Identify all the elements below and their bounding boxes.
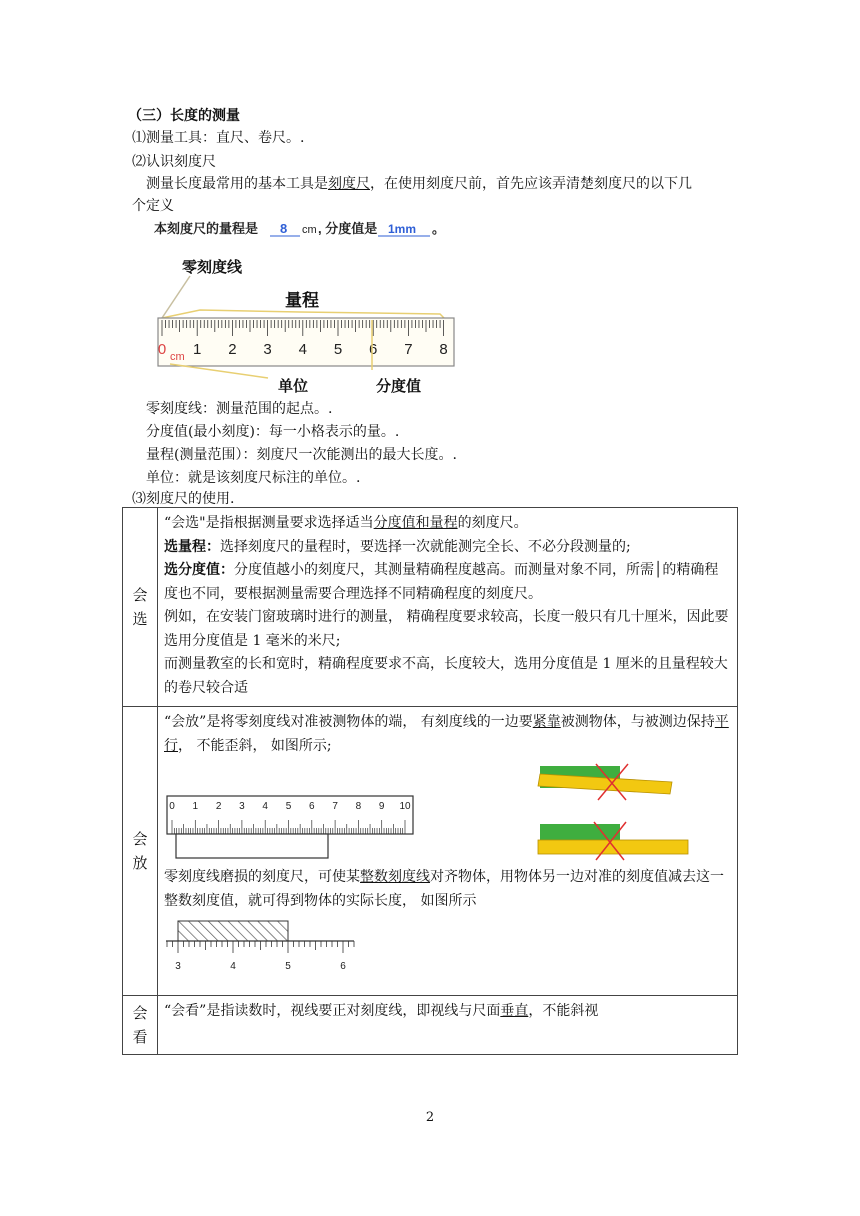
place-p1-c: ， 不能歪斜， 如图所示; [178, 737, 332, 754]
ruler-number: 2 [215, 801, 222, 812]
choose-p4: 例如，在安装门窗玻璃时进行的测量， 精确程度要求较高，长度一般只有几十厘米，因此要选用分度值是 1 毫米的米尺; [164, 609, 729, 649]
choose-p1 [164, 512, 731, 536]
place-p2 [164, 866, 731, 913]
read-p1-b: ，不能斜视 [528, 1003, 599, 1019]
choose-p2 [164, 536, 731, 560]
choose-p3 [164, 559, 731, 606]
ruler-number: 5 [285, 801, 292, 812]
def-zero-line: 零刻度线：测量范围的起点。. [146, 401, 333, 417]
ruler-numbers [158, 341, 448, 358]
ruler-diagram [140, 216, 460, 398]
page-number: 2 [425, 1110, 435, 1125]
row-choose [123, 508, 738, 707]
worn-ruler-svg [164, 917, 364, 979]
ruler-number: 7 [332, 801, 338, 812]
intro-paragraph [146, 174, 692, 194]
place-p1-underline-2: 平行 [164, 714, 729, 754]
fig1-caption-a: 本刻度尺的量程是 [154, 221, 259, 236]
ruler-number: 2 [228, 341, 237, 358]
def-unit: 单位：就是该刻度尺标注的单位。. [146, 470, 361, 486]
usage-table [122, 507, 738, 1055]
fig1-division-value: 1mm [388, 222, 417, 236]
choose-p3-bold: 选分度值： [164, 562, 234, 578]
row-read-content [158, 996, 738, 1055]
label-unit: 单位 [278, 378, 309, 395]
intro-term: 刻度尺 [328, 176, 370, 192]
worn-ruler-figure [164, 913, 731, 981]
wrong-placement-tilted [532, 760, 682, 804]
place-p1 [164, 711, 731, 758]
ruler-number: 9 [378, 801, 385, 812]
hatched-object [178, 921, 288, 941]
ruler-number: 4 [298, 341, 307, 358]
ruler-number: 6 [369, 341, 378, 358]
choose-p1-a: “会选"是指根据测量要求选择适当 [164, 515, 374, 531]
ruler-unit-cm: cm [170, 351, 185, 363]
ruler-intro-heading: ⑵认识刻度尺 [132, 154, 216, 170]
row-read-head [123, 996, 158, 1055]
row-place-head-1: 会 [132, 830, 148, 848]
place-p1-a: “会放”是将零刻度线对准被测物体的端， 有刻度线的一边要 [164, 714, 533, 730]
read-p1 [164, 1000, 731, 1024]
row-place-head-2: 放 [132, 854, 148, 872]
read-p1-a: “会看”是指读数时，视线要正对刻度线，即视线与尺面 [164, 1003, 501, 1019]
label-division: 分度值 [376, 378, 422, 395]
row-read [123, 996, 738, 1055]
measured-object [176, 834, 328, 858]
tools-line: ⑴测量工具：直尺、卷尺。. [132, 130, 305, 146]
choose-p3-text: 分度值越小的刻度尺，其测量精确程度越高。而测量对象不同，所需│的精确程度也不同，要根据测量需要合理选择不同精确程度的刻度尺。 [164, 562, 719, 602]
ruler-number: 6 [309, 801, 315, 812]
label-zero-line: 零刻度线 [182, 259, 243, 276]
ruler-number: 8 [355, 801, 362, 812]
row-place-head [123, 707, 158, 996]
fig1-range-value: 8 [280, 221, 288, 236]
def-division: 分度值(最小刻度)：每一小格表示的量。. [146, 424, 400, 440]
ruler-number: 0 [169, 801, 175, 812]
place-p2-underline: 整数刻度线 [360, 869, 430, 885]
ruler-number: 1 [192, 801, 199, 812]
ruler-number: 3 [263, 341, 272, 358]
row-choose-head-2: 选 [132, 610, 148, 628]
ruler-number: 0 [157, 341, 167, 358]
ruler-number: 3 [175, 961, 181, 972]
row-choose-head [123, 508, 158, 707]
choose-p5: 而测量教室的长和宽时，精确程度要求不高，长度较大，选用分度值是 1 厘米的且量程较大的卷尺较合适 [164, 656, 728, 696]
ruler-with-object [166, 794, 416, 862]
row-place [123, 707, 738, 996]
row-choose-content [158, 508, 738, 707]
row-place-content [158, 707, 738, 996]
place-figures [164, 758, 731, 866]
wrong-placement-gap [532, 820, 692, 864]
section-title: （三）长度的测量 [128, 108, 240, 124]
fig1-caption-b: , 分度值是 [318, 221, 378, 236]
ruler-diagram-svg [140, 216, 460, 398]
intro-text-b: ，在使用刻度尺前，首先应该弄清楚刻度尺的以下几 [370, 176, 692, 192]
choose-p2-bold: 选量程： [164, 538, 220, 555]
intro-paragraph-end: 个定义 [132, 198, 174, 214]
ruler-number: 7 [404, 341, 413, 358]
place-p1-underline-1: 紧靠 [532, 714, 561, 730]
place-p2-b: 对齐物体，用物体另一边对准的刻度值减去这一整数刻度值，就可得到物体的实际长度， 如图所示 [164, 869, 724, 909]
fig1-caption-unit: cm [302, 224, 317, 236]
ruler-number: 6 [340, 961, 346, 972]
def-range: 量程(测量范围）：刻度尺一次能测出的最大长度。. [146, 447, 457, 463]
place-p1-b: 被测物体，与被测边保持 [560, 714, 715, 730]
ruler-number: 4 [262, 801, 268, 812]
intro-text-a: 测量长度最常用的基本工具是 [146, 176, 328, 192]
ruler-number: 1 [193, 341, 202, 358]
label-range: 量程 [285, 291, 319, 310]
ruler-number: 5 [333, 341, 343, 358]
usage-heading: ⑶刻度尺的使用. [132, 491, 235, 507]
ruler-number: 8 [439, 341, 448, 358]
ruler-number: 10 [399, 801, 411, 812]
ruler-number: 4 [230, 961, 236, 972]
ruler-number: 5 [285, 961, 291, 972]
choose-p1-b: 的刻度尺。 [457, 515, 528, 531]
choose-p1-underline: 分度值和量程 [373, 515, 458, 531]
place-p2-a: 零刻度线磨损的刻度尺，可使某 [164, 869, 360, 885]
row-read-head-1: 会 [132, 1004, 148, 1022]
row-read-head-2: 看 [132, 1028, 148, 1046]
choose-p2-text: 选择刻度尺的量程时，要选择一次就能测完全长、不必分段测量的; [220, 538, 631, 555]
ruler-number: 3 [239, 801, 245, 812]
read-p1-underline: 垂直 [500, 1003, 529, 1019]
row-choose-head-1: 会 [132, 586, 148, 604]
fig1-caption-end: 。 [432, 221, 446, 236]
